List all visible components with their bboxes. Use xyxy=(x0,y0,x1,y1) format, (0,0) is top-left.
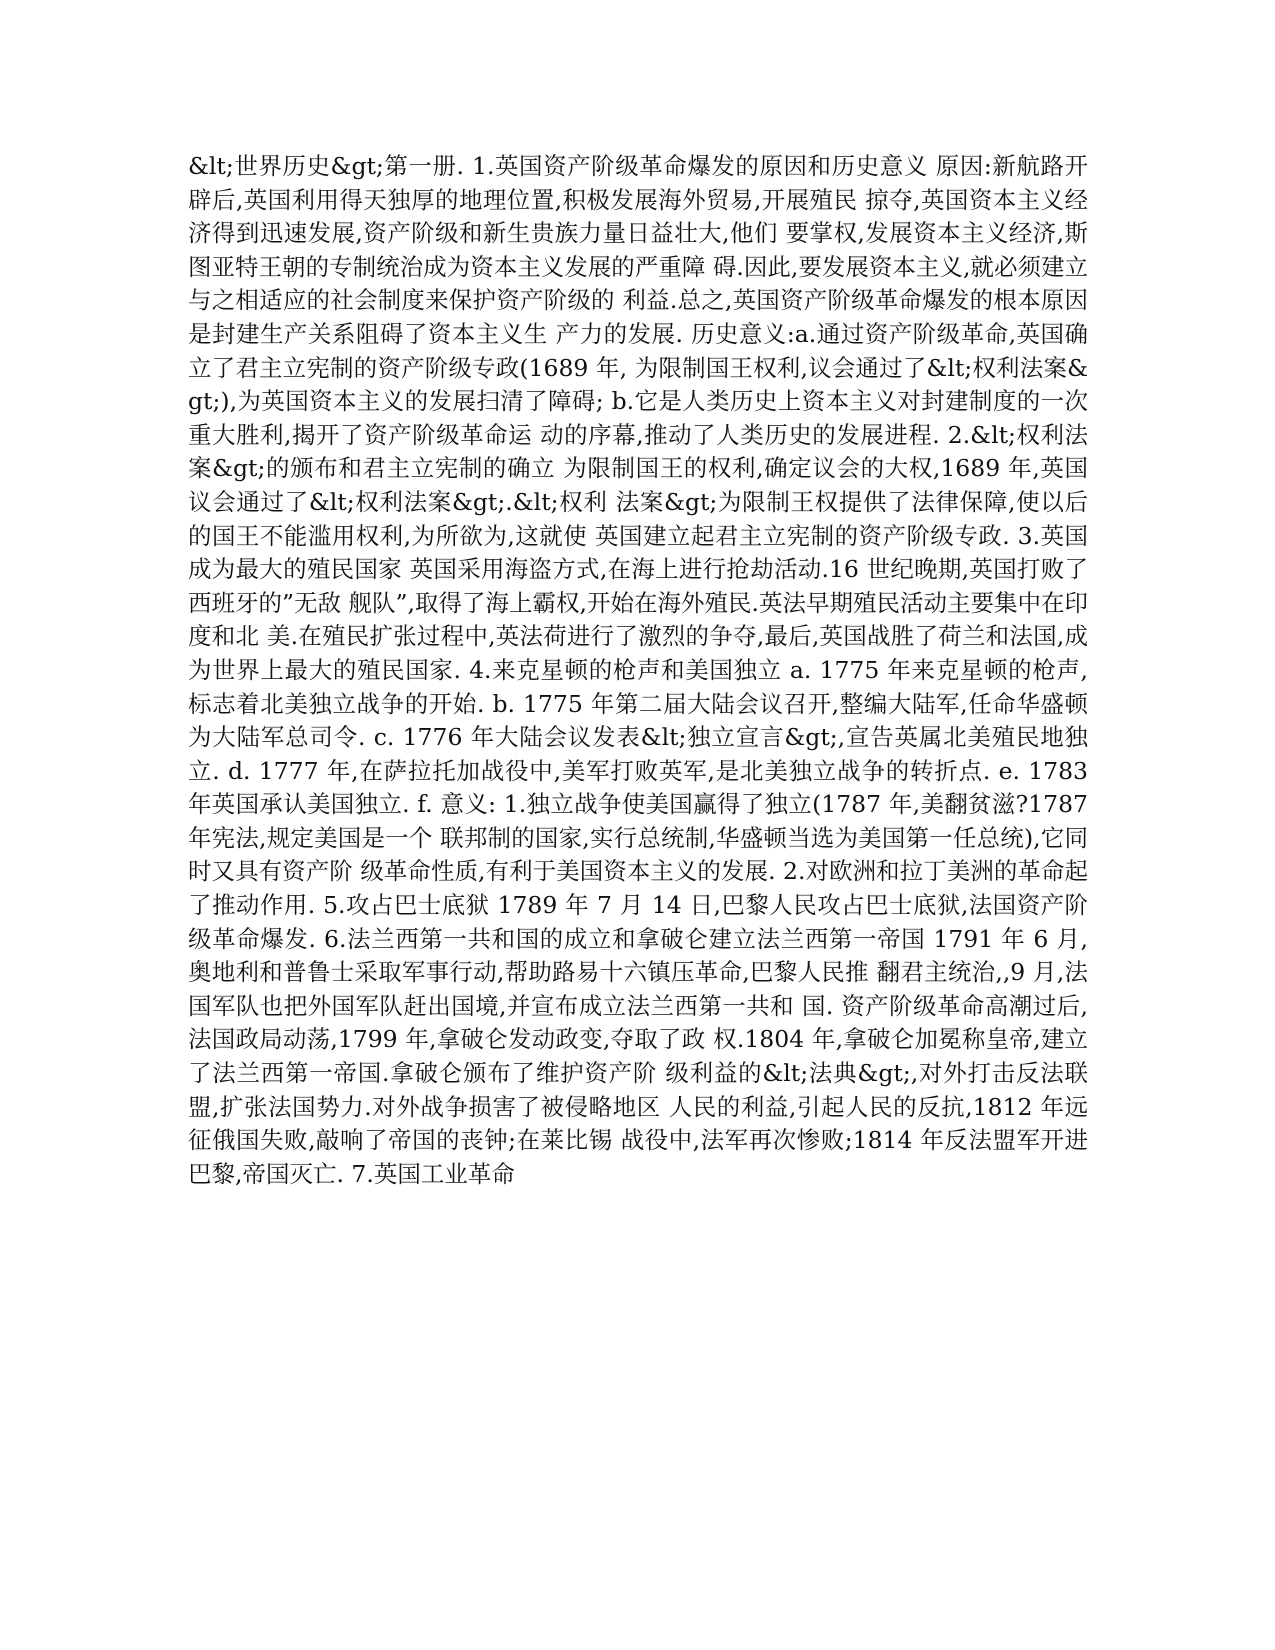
body-text: &lt;世界历史&gt;第一册. 1.英国资产阶级革命爆发的原因和历史意义 原因:新航路开辟后,英国利用得天独厚的地理位置,积极发展海外贸易,开展殖民 掠夺,英国资本主义经济得到迅速发展,资产阶级和新生贵族力量日益壮大,他们 要掌权,发展资本主义经济,斯图亚特王朝的专制统治成为资本主义发展的严重障 碍.因此,要发展资本主义,就必须建立与之相适应的社会制度来保护资产阶级的 利益.总之,英国资产阶级革命爆发的根本原因是封建生产关系阻碍了资本主义生 产力的发展. 历史意义:a.通过资产阶级革命,英国确立了君主立宪制的资产阶级专政(1689 年, 为限制国王权利,议会通过了&lt;权利法案&gt;),为英国资本主义的发展扫清了障碍; b.它是人类历史上资本主义对封建制度的一次重大胜利,揭开了资产阶级革命运 动的序幕,推动了人类历史的发展进程. 2.&lt;权利法案&gt;的颁布和君主立宪制的确立 为限制国王的权利,确定议会的大权,1689 年,英国议会通过了&lt;权利法案&gt;.&lt;权利 法案&gt;为限制王权提供了法律保障,使以后的国王不能滥用权利,为所欲为,这就使 英国建立起君主立宪制的资产阶级专政. 3.英国成为最大的殖民国家 英国采用海盗方式,在海上进行抢劫活动.16 世纪晚期,英国打败了西班牙的”无敌 舰队”,取得了海上霸权,开始在海外殖民.英法早期殖民活动主要集中在印度和北 美.在殖民扩张过程中,英法荷进行了激烈的争夺,最后,英国战胜了荷兰和法国,成 为世界上最大的殖民国家. 4.来克星顿的枪声和美国独立 a. 1775 年来克星顿的枪声,标志着北美独立战争的开始. b. 1775 年第二届大陆会议召开,整编大陆军,任命华盛顿为大陆军总司令. c. 1776 年大陆会议发表&lt;独立宣言&gt;,宣告英属北美殖民地独立. d. 1777 年,在萨拉托加战役中,美军打败英军,是北美独立战争的转折点. e. 1783 年英国承认美国独立. f. 意义: 1.独立战争使美国赢得了独立(1787 年,美翻贫滋?1787年宪法,规定美国是一个 联邦制的国家,实行总统制,华盛顿当选为美国第一任总统),它同时又具有资产阶 级革命性质,有利于美国资本主义的发展. 2.对欧洲和拉丁美洲的革命起了推动作用. 5.攻占巴士底狱 1789 年 7 月 14 日,巴黎人民攻占巴士底狱,法国资产阶级革命爆发. 6.法兰西第一共和国的成立和拿破仑建立法兰西第一帝国 1791 年 6 月,奥地利和普鲁士采取军事行动,帮助路易十六镇压革命,巴黎人民推 翻君主统治,,9 月,法国军队也把外国军队赶出国境,并宣布成立法兰西第一共和 国. 资产阶级革命高潮过后,法国政局动荡,1799 年,拿破仑发动政变,夺取了政 权.1804 年,拿破仑加冕称皇帝,建立了法兰西第一帝国.拿破仑颁布了维护资产阶 级利益的&lt;法典&gt;,对外打击反法联盟,扩张法国势力.对外战争损害了被侵略地区 人民的利益,引起人民的反抗,1812 年远征俄国失败,敲响了帝国的丧钟;在莱比锡 战役中,法军再次惨败;1814 年反法盟军开进巴黎,帝国灭亡. 7.英国工业革命 xyxy=(188,152,1088,1188)
